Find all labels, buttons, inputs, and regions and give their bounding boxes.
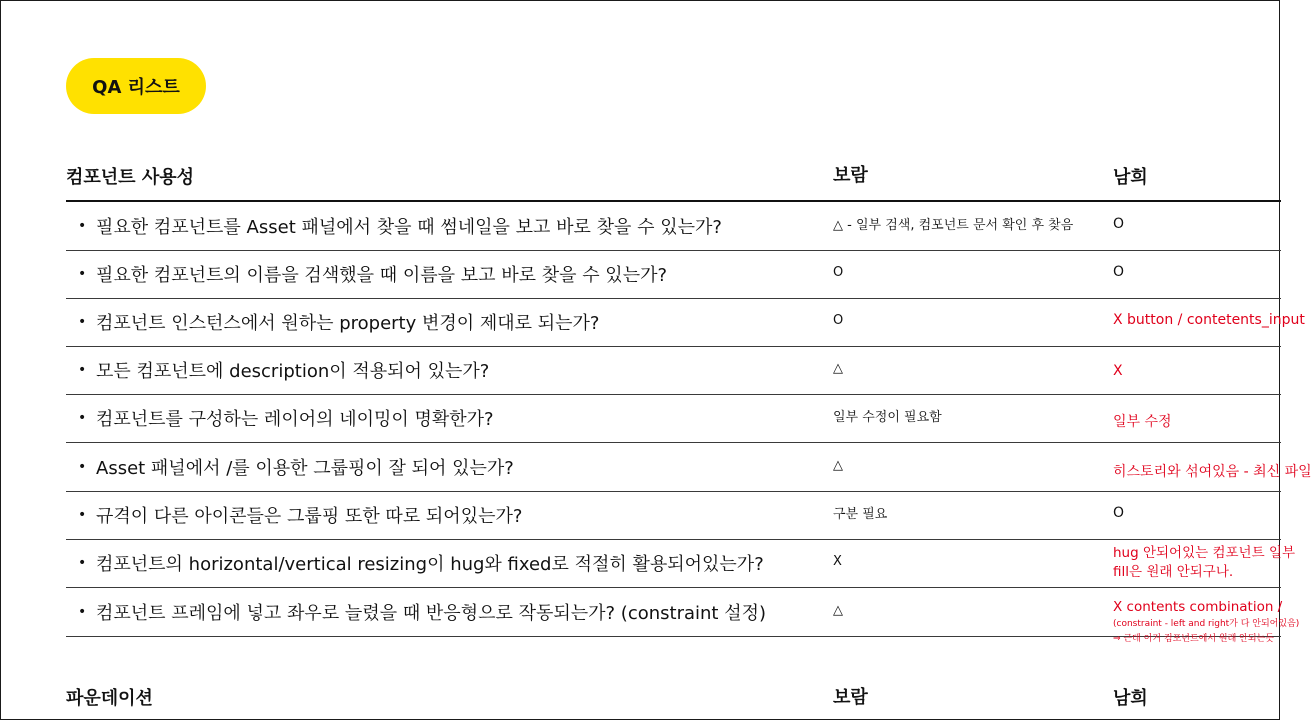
answer-namhee: O [1113,505,1125,521]
question-label: Asset 패널에서 /를 이용한 그룹핑이 잘 되어 있는가? [96,458,514,479]
answer-namhee-line: X contents combination / [1113,599,1283,615]
section-title-foundation: 파운데이션 [66,688,153,709]
bullet-icon: • [78,459,87,475]
answer-boram: O [833,265,844,280]
question-label: 필요한 컴포넌트를 Asset 패널에서 찾을 때 썸네일을 보고 바로 찾을 수 있는가? [96,217,722,238]
question-text [78,491,522,539]
answer-namhee-line: fill은 원래 안되구나. [1113,564,1234,580]
answer-namhee: O [1113,216,1125,232]
bullet-icon: • [78,604,87,620]
answer-namhee: X [1113,363,1123,379]
question-text [78,539,764,587]
table-row [66,588,1300,644]
answer-namhee: O [1113,264,1125,280]
question-text [78,588,766,636]
table-row [66,539,1296,588]
question-label: 규격이 다른 아이콘들은 그룹핑 또한 따로 되어있는가? [96,506,523,527]
table-row [66,250,1281,299]
bullet-icon: • [78,362,87,378]
bullet-icon: • [78,218,87,234]
answer-namhee-line: ⇒ 근데 이거 컴포넌트에서 원래 안되는듯 [1113,634,1274,644]
answer-boram: O [833,313,844,328]
answer-namhee-line: (constraint - left and right가 다 안되어있음) [1113,619,1300,629]
table-row [66,491,1281,540]
bullet-icon: • [78,507,87,523]
answer-boram: 구분 필요 [833,507,888,522]
question-label: 컴포넌트를 구성하는 레이어의 네이밍이 명확한가? [96,409,494,430]
question-text [78,394,494,442]
column-header-boram: 보람 [833,165,868,186]
answer-boram: △ [833,603,843,618]
table-row [66,346,1281,395]
question-text [78,443,514,491]
answer-boram: △ [833,361,843,376]
column-header-namhee: 남희 [1113,167,1148,188]
question-text [78,250,667,298]
table-row [66,202,1281,251]
answer-namhee-line: hug 안되어있는 컴포넌트 일부 [1113,545,1296,561]
column-header-boram-2: 보람 [833,687,868,708]
answer-namhee: X button / contetents_input [1113,312,1305,328]
answer-namhee [1113,544,1296,582]
question-text [78,298,599,346]
bullet-icon: • [78,410,87,426]
table-row [66,394,1281,443]
section-title-component-usability: 컴포넌트 사용성 [66,167,194,188]
table-row [66,298,1305,347]
question-text [78,346,489,394]
answer-boram: △ [833,458,843,473]
answer-namhee: 일부 수정 [1113,414,1172,430]
answer-namhee [1113,598,1300,647]
bullet-icon: • [78,555,87,571]
question-label: 필요한 컴포넌트의 이름을 검색했을 때 이름을 보고 바로 찾을 수 있는가? [96,265,668,286]
answer-boram: X [833,554,842,569]
question-label: 컴포넌트 인스턴스에서 원하는 property 변경이 제대로 되는가? [96,313,600,334]
question-label: 컴포넌트 프레임에 넣고 좌우로 늘렸을 때 반응형으로 작동되는가? (constraint 설정) [96,603,766,624]
bullet-icon: • [78,314,87,330]
question-label: 모든 컴포넌트에 description이 적용되어 있는가? [96,361,490,382]
question-text [78,202,722,250]
question-label: 컴포넌트의 horizontal/vertical resizing이 hug와 fixed로 적절히 활용되어있는가? [96,554,764,575]
table-row [66,443,1312,492]
column-header-namhee-2: 남희 [1113,688,1148,709]
bullet-icon: • [78,266,87,282]
answer-boram: 일부 수정이 필요함 [833,410,942,425]
answer-namhee: 히스토리와 섞여있음 - 최신 파일 [1113,464,1312,480]
answer-boram: △ - 일부 검색, 컴포넌트 문서 확인 후 찾음 [833,218,1074,233]
qa-list-badge: QA 리스트 [66,58,206,114]
